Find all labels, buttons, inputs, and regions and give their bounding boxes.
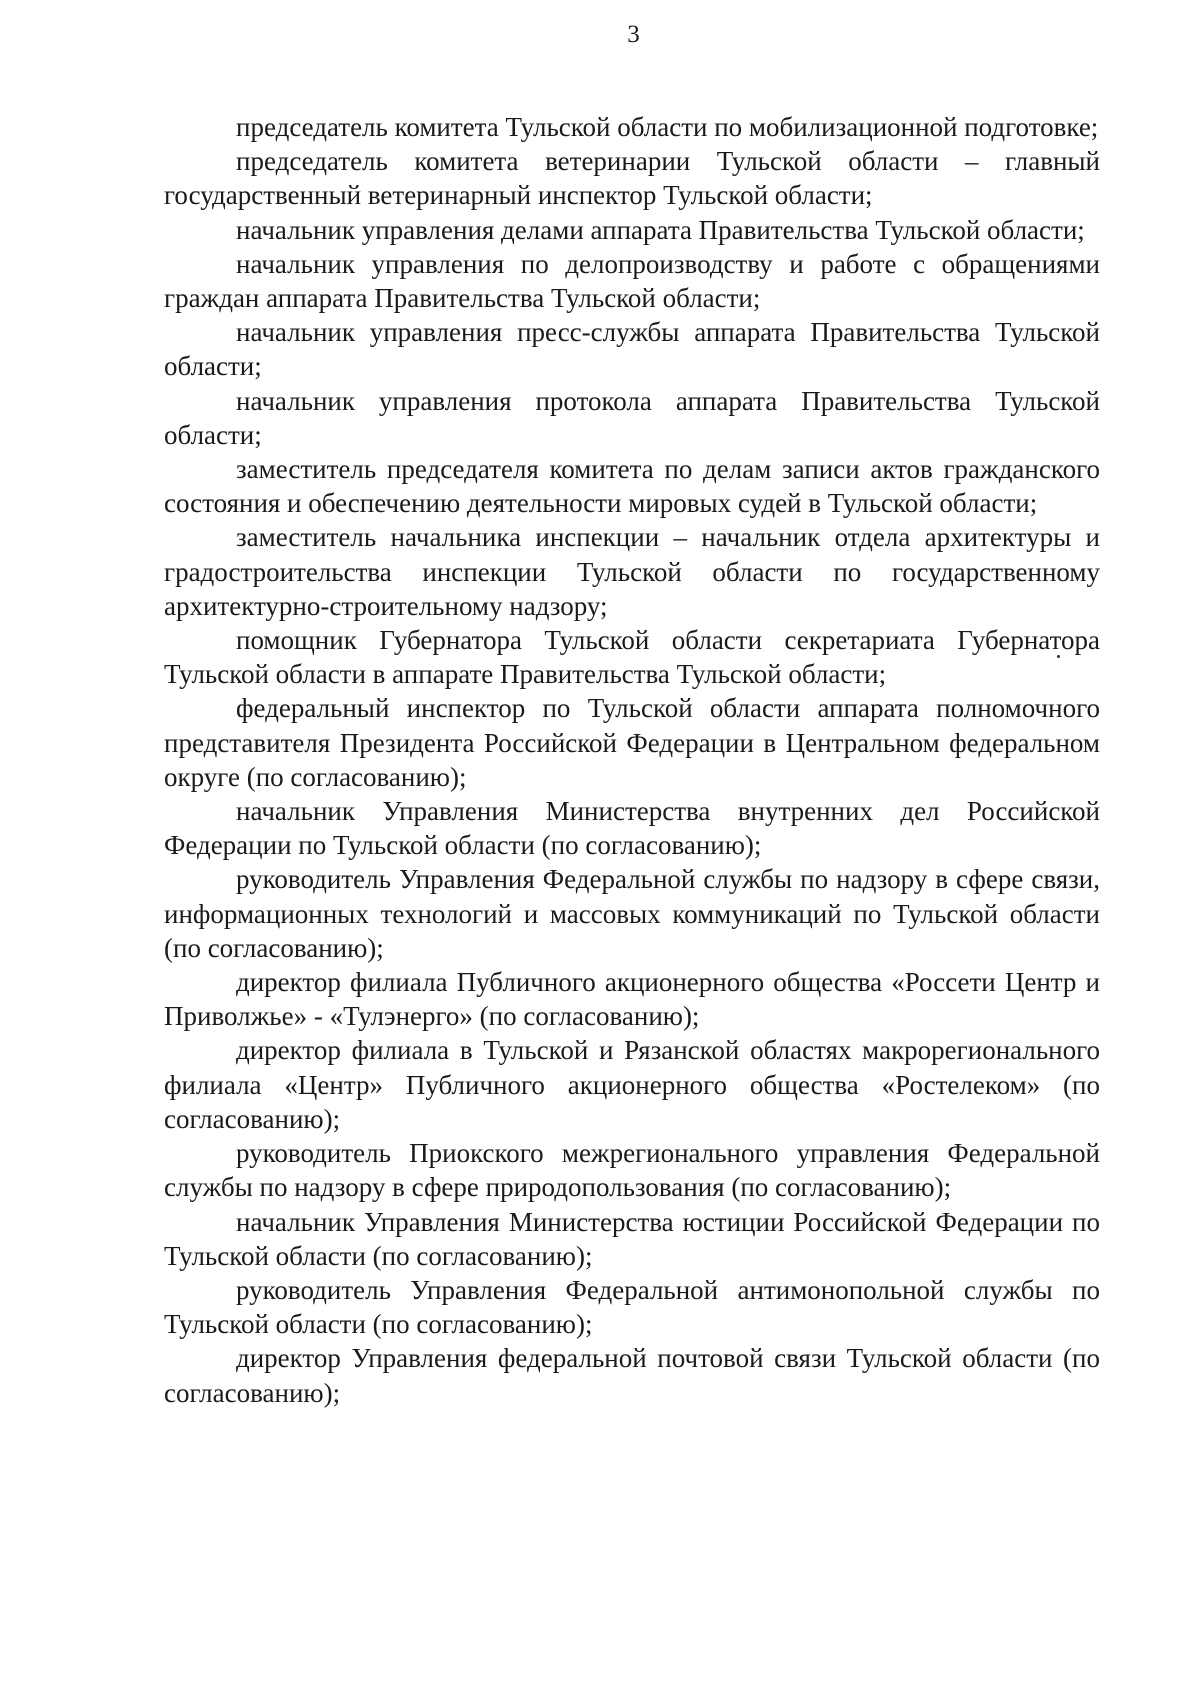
paragraph: председатель комитета Тульской области по мобилизационной подготовке; bbox=[236, 112, 1099, 142]
scan-speck bbox=[1057, 655, 1060, 658]
paragraph: руководитель Управления Федеральной службы по надзору в сфере связи, информационных технологий и массовых коммуникаций по Тульской области (по согласованию); bbox=[164, 864, 1100, 963]
paragraph: федеральный инспектор по Тульской области аппарата полномочного представителя Президента Российской Федерации в Центральном федеральном округе (по согласованию); bbox=[164, 693, 1100, 792]
paragraph: начальник управления протокола аппарата Правительства Тульской области; bbox=[164, 385, 1100, 450]
paragraph: начальник управления по делопроизводству и работе с обращениями граждан аппарата Правительства Тульской области; bbox=[164, 248, 1100, 314]
paragraph: директор филиала Публичного акционерного общества «Россети Центр и Приволжье» - «Тулэнерго» (по согласованию); bbox=[164, 967, 1100, 1032]
paragraph: руководитель Приокского межрегионального управления Федеральной службы по надзору в сфере природопользования (по согласованию); bbox=[164, 1138, 1100, 1203]
paragraph: директор филиала в Тульской и Рязанской областях макрорегионального филиала «Центр» Публичного акционерного общества «Ростелеком» (по согласованию); bbox=[164, 1035, 1100, 1134]
paragraph: начальник Управления Министерства внутренних дел Российской Федерации по Тульской области (по согласованию); bbox=[164, 796, 1100, 861]
paragraph: начальник управления делами аппарата Правительства Тульской области; bbox=[236, 214, 1085, 245]
paragraph: помощник Губернатора Тульской области секретариата Губернатора Тульской области в аппарате Правительства Тульской области; bbox=[164, 625, 1100, 690]
paragraph: начальник Управления Министерства юстиции Российской Федерации по Тульской области (по согласованию); bbox=[164, 1206, 1100, 1271]
paragraph: начальник управления пресс-службы аппарата Правительства Тульской области; bbox=[164, 317, 1100, 382]
paragraph: заместитель председателя комитета по делам записи актов гражданского состояния и обеспечению деятельности мировых судей в Тульской области; bbox=[164, 454, 1100, 519]
paragraph: руководитель Управления Федеральной антимонопольной службы по Тульской области (по согласованию); bbox=[164, 1274, 1100, 1340]
paragraph: директор Управления федеральной почтовой связи Тульской области (по согласованию); bbox=[164, 1343, 1100, 1408]
paragraph: заместитель начальника инспекции – начальник отдела архитектуры и градостроительства инспекции Тульской области по государственному архитектурно-строительному надзору; bbox=[164, 522, 1100, 621]
document-body bbox=[164, 110, 1100, 1410]
page-number: 3 bbox=[627, 21, 640, 48]
paragraph: председатель комитета ветеринарии Тульской области – главный государственный ветеринарный инспектор Тульской области; bbox=[164, 146, 1100, 211]
